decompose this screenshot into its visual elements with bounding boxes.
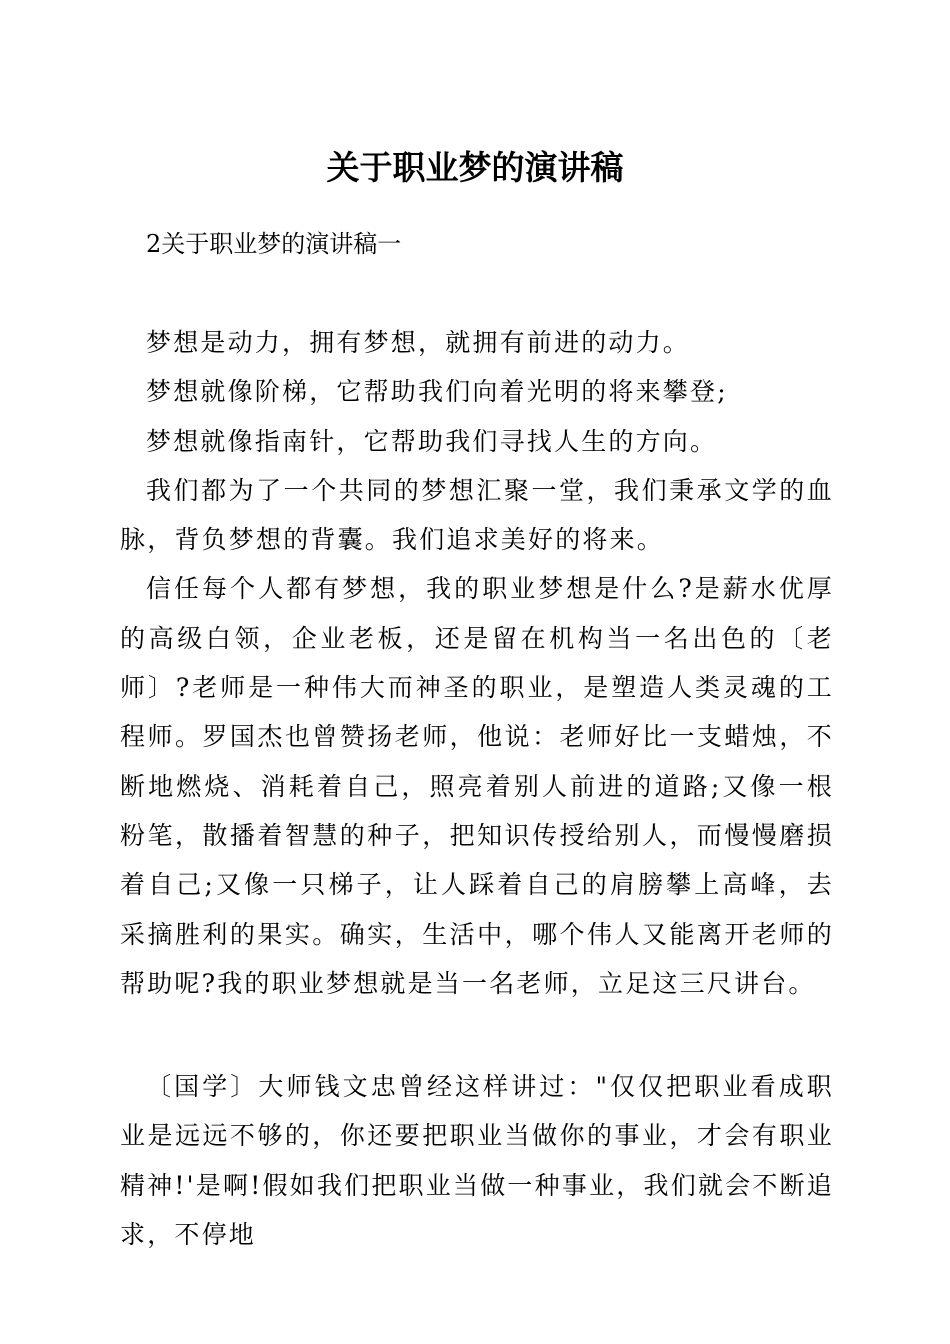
paragraph: 〔国学〕大师钱文忠曾经这样讲过："仅仅把职业看成职业是远远不够的，你还要把职业当做你的事业，才会有职业精神!'是啊!假如我们把职业当做一种事业，我们就会不断追求，不停地 bbox=[120, 1072, 834, 1249]
body-section-2 bbox=[120, 1062, 834, 1259]
paragraph: 信任每个人都有梦想，我的职业梦想是什么?是薪水优厚的高级白领，企业老板，还是留在机构当一名出色的〔老师〕?老师是一种伟大而神圣的职业，是塑造人类灵魂的工程师。罗国杰也曾赞扬老师，他说：老师好比一支蜡烛，不断地燃烧、消耗着自己，照亮着别人前进的道路;又像一根粉笔，散播着智慧的种子，把知识传授给别人，而慢慢磨损着自己;又像一只梯子，让人踩着自己的肩膀攀上高峰，去采摘胜利的果实。确实，生活中，哪个伟人又能离开老师的帮助呢?我的职业梦想就是当一名老师，立足这三尺讲台。 bbox=[120, 574, 834, 998]
paragraph: 梦想就像阶梯，它帮助我们向着光明的将来攀登; bbox=[146, 377, 728, 407]
body-section-1 bbox=[120, 318, 834, 1008]
document-subtitle: 2关于职业梦的演讲稿一 bbox=[146, 230, 402, 258]
document-title: 关于职业梦的演讲稿 bbox=[326, 148, 624, 187]
paragraph: 梦想就像指南针，它帮助我们寻找人生的方向。 bbox=[146, 426, 718, 456]
paragraph: 梦想是动力，拥有梦想，就拥有前进的动力。 bbox=[146, 328, 691, 357]
paragraph: 我们都为了一个共同的梦想汇聚一堂，我们秉承文学的血脉，背负梦想的背囊。我们追求美好的将来。 bbox=[120, 475, 834, 555]
